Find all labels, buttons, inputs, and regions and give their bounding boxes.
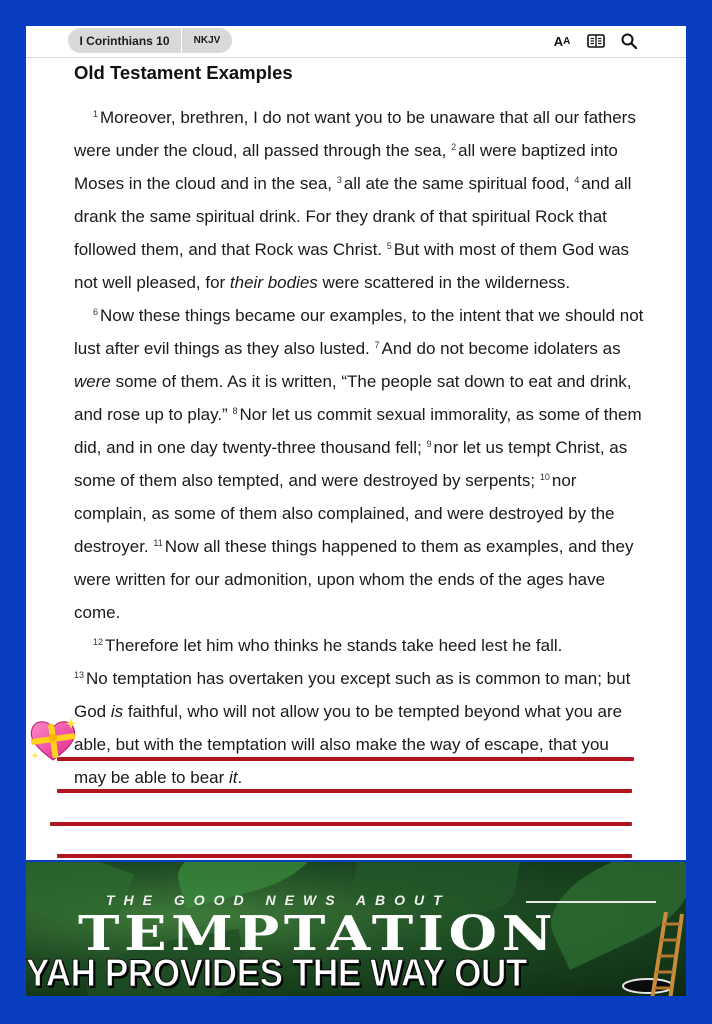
verse-3[interactable]: all ate the same spiritual food, (343, 174, 575, 193)
verse-11[interactable]: Now all these things happened to them as examples, and they were written for our admonition, upon whom the ends of the ages have come. (74, 537, 634, 622)
passage-selector[interactable] (68, 28, 232, 53)
verse-number[interactable]: 3 (336, 175, 342, 185)
font-size-button[interactable]: A A (553, 33, 571, 49)
verse-6[interactable]: Now these things became our examples, to the intent that we should not lust after evil things as they also lusted. (74, 306, 644, 358)
banner-subtitle: YAH PROVIDES THE WAY OUT (26, 952, 527, 995)
sparkling-heart-icon (27, 714, 79, 766)
verse-number[interactable]: 7 (374, 340, 380, 350)
top-toolbar (26, 26, 686, 58)
verse-number[interactable]: 8 (232, 406, 238, 416)
book-chapter-button[interactable]: I Corinthians 10 (68, 28, 182, 53)
highlight-underline (57, 789, 632, 793)
verse-8[interactable]: Nor let us commit sexual immorality, as some of them did, and in one day twenty-three thousand fell; (74, 405, 642, 457)
paragraph-4 (74, 662, 644, 794)
verse-1[interactable]: Moreover, brethren, I do not want you to be unaware that all our fathers were under the cloud, all passed through the sea, (74, 108, 636, 160)
verse-number[interactable]: 6 (93, 307, 99, 317)
verse-number[interactable]: 11 (153, 538, 163, 548)
section-heading: Old Testament Examples (74, 62, 293, 83)
verse-number[interactable]: 9 (426, 439, 432, 449)
verse-number[interactable]: 13 (74, 670, 85, 680)
search-icon[interactable] (620, 32, 638, 50)
verse-number[interactable]: 10 (539, 472, 550, 482)
promo-banner (26, 862, 686, 996)
reading-mode-icon[interactable] (586, 32, 606, 50)
verse-10[interactable]: nor complain, as some of them also complained, and were destroyed by the destroyer. (74, 471, 615, 556)
verse-4[interactable]: and all drank the same spiritual drink. For they drank of that spiritual Rock that followed them, and that Rock was Christ. (74, 174, 632, 259)
ladder-icon (640, 910, 686, 996)
verse-number[interactable]: 12 (93, 637, 104, 647)
verse-13-highlighted[interactable]: No temptation has overtaken you except such as is common to man; but God is faithful, who will not allow you to be tempted beyond what you are able, but with the temptation will also make the way of escape, that you may be able to bear it. (74, 669, 631, 787)
verse-number[interactable]: 5 (386, 241, 392, 251)
verse-5[interactable]: But with most of them God was not well pleased, for their bodies were scattered in the wilderness. (74, 240, 630, 292)
highlight-underline (57, 757, 634, 761)
paragraph-1 (74, 101, 644, 299)
paragraph-2 (74, 299, 644, 629)
verse-9[interactable]: nor let us tempt Christ, as some of them also tempted, and were destroyed by serpents; (74, 438, 628, 490)
reader-page (26, 26, 686, 860)
banner-tagline: THE GOOD NEWS ABOUT (106, 892, 451, 908)
version-button[interactable]: NKJV (193, 35, 221, 46)
paragraph-3 (74, 629, 644, 662)
verse-2[interactable]: all were baptized into Moses in the cloud and in the sea, (74, 141, 618, 193)
verse-number[interactable]: 1 (93, 109, 99, 119)
verse-7[interactable]: And do not become idolaters as were some of them. As it is written, “The people sat down to eat and drink, and rose up to play.” (74, 339, 632, 424)
highlight-underline (57, 854, 632, 858)
highlight-underline (50, 822, 632, 826)
verse-12[interactable]: Therefore let him who thinks he stands take heed lest he fall. (105, 636, 563, 655)
verse-number[interactable]: 2 (451, 142, 457, 152)
tagline-rule (526, 901, 656, 903)
verse-number[interactable]: 4 (574, 175, 580, 185)
scripture-text (74, 101, 644, 794)
banner-title: TEMPTATION (78, 906, 558, 962)
